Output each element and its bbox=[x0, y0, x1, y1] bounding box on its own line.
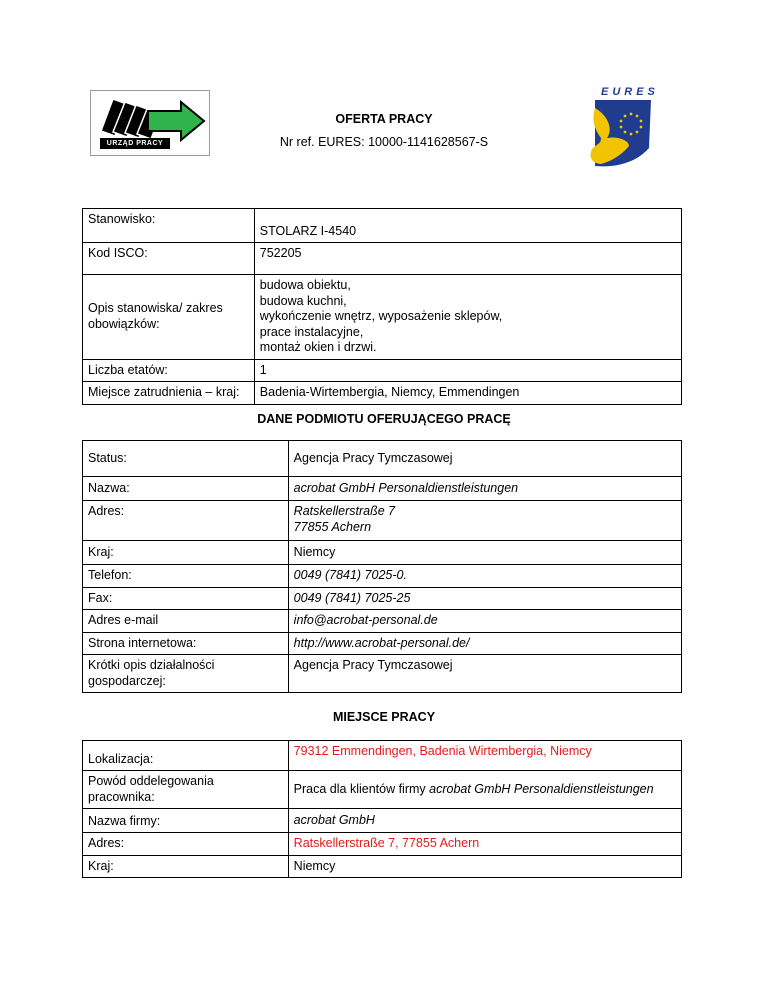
value-nazwa: acrobat GmbH Personaldienstleistungen bbox=[288, 477, 681, 501]
reason-text: Praca dla klientów firmy bbox=[293, 781, 430, 796]
job-table bbox=[82, 208, 682, 405]
eures-logo bbox=[583, 86, 659, 172]
label-liczba-etatow: Liczba etatów: bbox=[83, 359, 255, 382]
table-row bbox=[83, 477, 682, 501]
table-row bbox=[83, 809, 682, 833]
value-kraj-pracy: Niemcy bbox=[288, 855, 681, 878]
duty-item: montaż okien i drzwi. bbox=[259, 340, 377, 354]
label-opis-dzialalnosci: Krótki opis działalności gospodarczej: bbox=[83, 655, 289, 693]
value-telefon: 0049 (7841) 7025-0. bbox=[288, 565, 681, 588]
value-powod-oddelegowania bbox=[288, 771, 681, 809]
label-stanowisko: Stanowisko: bbox=[83, 209, 255, 243]
table-row bbox=[83, 359, 682, 382]
table-row bbox=[83, 771, 682, 809]
label-miejsce-zatrudnienia: Miejsce zatrudnienia – kraj: bbox=[83, 382, 255, 405]
value-liczba-etatow: 1 bbox=[254, 359, 681, 382]
value-nazwa-firmy: acrobat GmbH bbox=[288, 809, 681, 833]
reason-company-name: acrobat GmbH Personaldienstleistungen bbox=[429, 781, 654, 796]
label-telefon: Telefon: bbox=[83, 565, 289, 588]
duty-item: prace instalacyjne, bbox=[259, 324, 364, 339]
value-kraj: Niemcy bbox=[288, 541, 681, 565]
table-row bbox=[83, 833, 682, 856]
duty-item: budowa obiektu, bbox=[259, 278, 351, 292]
label-kod-isco: Kod ISCO: bbox=[83, 243, 255, 275]
value-opis-dzialalnosci: Agencja Pracy Tymczasowej bbox=[288, 655, 681, 693]
eures-logo-text: EURES bbox=[601, 86, 659, 98]
label-kraj: Kraj: bbox=[83, 541, 289, 565]
value-adres-pracy: Ratskellerstraße 7, 77855 Achern bbox=[288, 833, 681, 856]
label-opis-stanowiska: Opis stanowiska/ zakres obowiązków: bbox=[83, 275, 255, 360]
label-email: Adres e-mail bbox=[83, 610, 289, 633]
reference-number: Nr ref. EURES: 10000-1141628567-S bbox=[279, 135, 489, 149]
value-kod-isco: 752205 bbox=[254, 243, 681, 275]
table-row bbox=[83, 855, 682, 878]
table-row bbox=[83, 741, 682, 771]
value-miejsce-zatrudnienia: Badenia-Wirtembergia, Niemcy, Emmendingen bbox=[254, 382, 681, 405]
table-row bbox=[83, 209, 682, 243]
address-line: Ratskellerstraße 7 bbox=[293, 504, 396, 518]
label-adres-pracy: Adres: bbox=[83, 833, 289, 856]
employer-section-title: DANE PODMIOTU OFERUJĄCEGO PRACĘ bbox=[257, 412, 511, 426]
address-line: 77855 Achern bbox=[293, 519, 372, 534]
value-lokalizacja: 79312 Emmendingen, Badenia Wirtembergia, Niemcy bbox=[288, 741, 681, 771]
label-adres: Adres: bbox=[83, 501, 289, 541]
duty-item: wykończenie wnętrz, wyposażenie sklepów, bbox=[259, 309, 503, 323]
table-row bbox=[83, 610, 682, 633]
employer-table bbox=[82, 440, 682, 693]
value-email: info@acrobat-personal.de bbox=[288, 610, 681, 633]
label-fax: Fax: bbox=[83, 587, 289, 610]
value-opis-stanowiska bbox=[254, 275, 681, 360]
table-row bbox=[83, 565, 682, 588]
workplace-section-title: MIEJSCE PRACY bbox=[332, 710, 436, 724]
value-stanowisko: STOLARZ I-4540 bbox=[254, 209, 681, 243]
value-adres bbox=[288, 501, 681, 541]
table-row bbox=[83, 382, 682, 405]
workplace-table bbox=[82, 740, 682, 878]
table-row bbox=[83, 243, 682, 275]
label-status: Status: bbox=[83, 441, 289, 477]
table-row bbox=[83, 541, 682, 565]
value-status: Agencja Pracy Tymczasowej bbox=[288, 441, 681, 477]
label-nazwa-firmy: Nazwa firmy: bbox=[83, 809, 289, 833]
table-row bbox=[83, 441, 682, 477]
table-row bbox=[83, 275, 682, 360]
duty-item: budowa kuchni, bbox=[259, 293, 347, 308]
eures-hand-stars-icon bbox=[583, 86, 659, 172]
page-title: OFERTA PRACY bbox=[335, 112, 433, 126]
label-nazwa: Nazwa: bbox=[83, 477, 289, 501]
label-strona: Strona internetowa: bbox=[83, 632, 289, 655]
table-row bbox=[83, 655, 682, 693]
label-powod-oddelegowania: Powód oddelegowania pracownika: bbox=[83, 771, 289, 809]
table-row bbox=[83, 632, 682, 655]
value-fax: 0049 (7841) 7025-25 bbox=[288, 587, 681, 610]
urzad-pracy-logo-text: URZĄD PRACY bbox=[100, 138, 170, 149]
label-kraj-pracy: Kraj: bbox=[83, 855, 289, 878]
table-row bbox=[83, 501, 682, 541]
label-lokalizacja: Lokalizacja: bbox=[83, 741, 289, 771]
table-row bbox=[83, 587, 682, 610]
value-strona: http://www.acrobat-personal.de/ bbox=[288, 632, 681, 655]
